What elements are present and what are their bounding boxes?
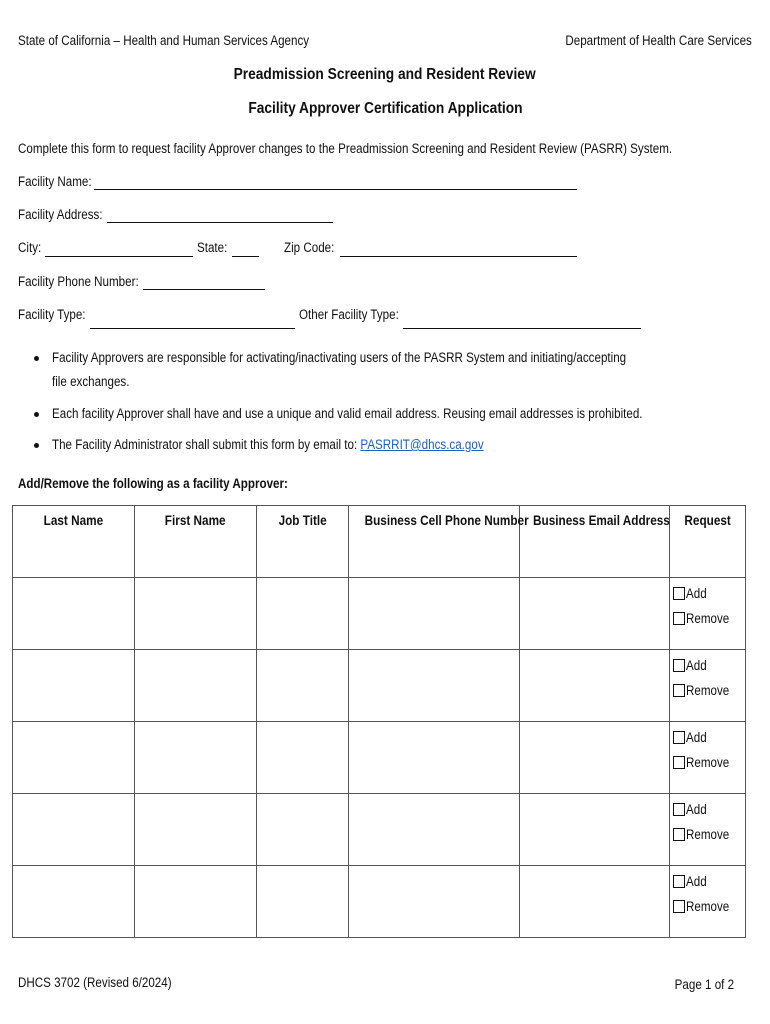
table-row [13, 722, 746, 794]
bullet-item: Facility Approvers are responsible for activating/inactivating users of the PASRR System and initiating/accepting [52, 350, 627, 365]
remove-option[interactable]: Remove [673, 752, 736, 772]
add-option[interactable]: Add [673, 583, 710, 603]
request-cell [670, 866, 746, 938]
table-row [13, 866, 746, 938]
remove-checkbox[interactable] [673, 756, 685, 769]
facility-type-label: Facility Type: [18, 307, 86, 322]
zip-label: Zip Code: [284, 240, 335, 255]
column-header: Request [670, 506, 746, 578]
table-row [13, 578, 746, 650]
add-option[interactable]: Add [673, 727, 710, 747]
job-title-cell[interactable] [257, 578, 349, 650]
column-header: Job Title [257, 506, 349, 578]
remove-checkbox[interactable] [673, 828, 685, 841]
add-checkbox[interactable] [673, 803, 685, 816]
facility-name-label: Facility Name: [18, 174, 92, 189]
remove-option[interactable]: Remove [673, 824, 736, 844]
city-field[interactable] [45, 256, 193, 257]
state-field[interactable] [232, 256, 259, 257]
remove-checkbox[interactable] [673, 684, 685, 697]
phone-cell[interactable] [349, 794, 520, 866]
remove-checkbox[interactable] [673, 612, 685, 625]
add-option[interactable]: Add [673, 799, 710, 819]
job-title-cell[interactable] [257, 794, 349, 866]
phone-field[interactable] [143, 289, 265, 290]
agency-header: State of California – Health and Human Services Agency [18, 33, 310, 48]
last-name-cell[interactable] [13, 650, 135, 722]
phone-label: Facility Phone Number: [18, 274, 139, 289]
table-header-row [13, 506, 746, 578]
email-cell[interactable] [520, 794, 670, 866]
last-name-cell[interactable] [13, 794, 135, 866]
job-title-cell[interactable] [257, 722, 349, 794]
request-cell [670, 650, 746, 722]
page-number: Page 1 of 2 [674, 977, 734, 992]
first-name-cell[interactable] [135, 650, 257, 722]
remove-option[interactable]: Remove [673, 680, 736, 700]
phone-cell[interactable] [349, 722, 520, 794]
request-cell [670, 722, 746, 794]
first-name-cell[interactable] [135, 866, 257, 938]
first-name-cell[interactable] [135, 578, 257, 650]
request-cell [670, 794, 746, 866]
bullet-item: The Facility Administrator shall submit this form by email to: PASRRIT@dhcs.ca.gov [52, 437, 484, 452]
state-label: State: [197, 240, 228, 255]
form-id: DHCS 3702 (Revised 6/2024) [18, 975, 172, 990]
section-title: Add/Remove the following as a facility Approver: [18, 476, 288, 491]
last-name-cell[interactable] [13, 578, 135, 650]
remove-option[interactable]: Remove [673, 896, 736, 916]
email-cell[interactable] [520, 722, 670, 794]
intro-text: Complete this form to request facility Approver changes to the Preadmission Screening and Resident Review (PASRR) System. [18, 141, 673, 156]
phone-cell[interactable] [349, 578, 520, 650]
add-option[interactable]: Add [673, 871, 710, 891]
bullet-marker [34, 412, 39, 417]
facility-address-field[interactable] [107, 222, 333, 223]
table-row [13, 794, 746, 866]
add-option[interactable]: Add [673, 655, 710, 675]
facility-type-field[interactable] [90, 328, 295, 329]
bullet-item: Each facility Approver shall have and use a unique and valid email address. Reusing email addresses is prohibited. [52, 406, 643, 421]
facility-address-label: Facility Address: [18, 207, 103, 222]
first-name-cell[interactable] [135, 794, 257, 866]
bullet-marker [34, 443, 39, 448]
add-checkbox[interactable] [673, 659, 685, 672]
column-header: Business Cell Phone Number [349, 506, 520, 578]
add-checkbox[interactable] [673, 587, 685, 600]
phone-cell[interactable] [349, 650, 520, 722]
add-checkbox[interactable] [673, 875, 685, 888]
phone-cell[interactable] [349, 866, 520, 938]
form-title: Preadmission Screening and Resident Review [233, 66, 537, 83]
first-name-cell[interactable] [135, 722, 257, 794]
bullet-marker [34, 356, 39, 361]
email-cell[interactable] [520, 578, 670, 650]
job-title-cell[interactable] [257, 650, 349, 722]
other-type-field[interactable] [403, 328, 641, 329]
city-label: City: [18, 240, 42, 255]
last-name-cell[interactable] [13, 722, 135, 794]
remove-checkbox[interactable] [673, 900, 685, 913]
last-name-cell[interactable] [13, 866, 135, 938]
remove-option[interactable]: Remove [673, 608, 736, 628]
column-header: First Name [135, 506, 257, 578]
email-link[interactable]: PASRRIT@dhcs.ca.gov [360, 437, 484, 452]
form-subtitle: Facility Approver Certification Application [247, 100, 523, 117]
column-header: Last Name [13, 506, 135, 578]
zip-field[interactable] [340, 256, 577, 257]
table-row [13, 650, 746, 722]
email-cell[interactable] [520, 650, 670, 722]
department-header: Department of Health Care Services [565, 33, 752, 48]
facility-name-field[interactable] [94, 189, 577, 190]
column-header: Business Email Address [520, 506, 670, 578]
other-type-label: Other Facility Type: [299, 307, 399, 322]
bullet-item-continued: file exchanges. [52, 374, 130, 389]
request-cell [670, 578, 746, 650]
add-checkbox[interactable] [673, 731, 685, 744]
job-title-cell[interactable] [257, 866, 349, 938]
approver-table [12, 505, 746, 938]
email-cell[interactable] [520, 866, 670, 938]
